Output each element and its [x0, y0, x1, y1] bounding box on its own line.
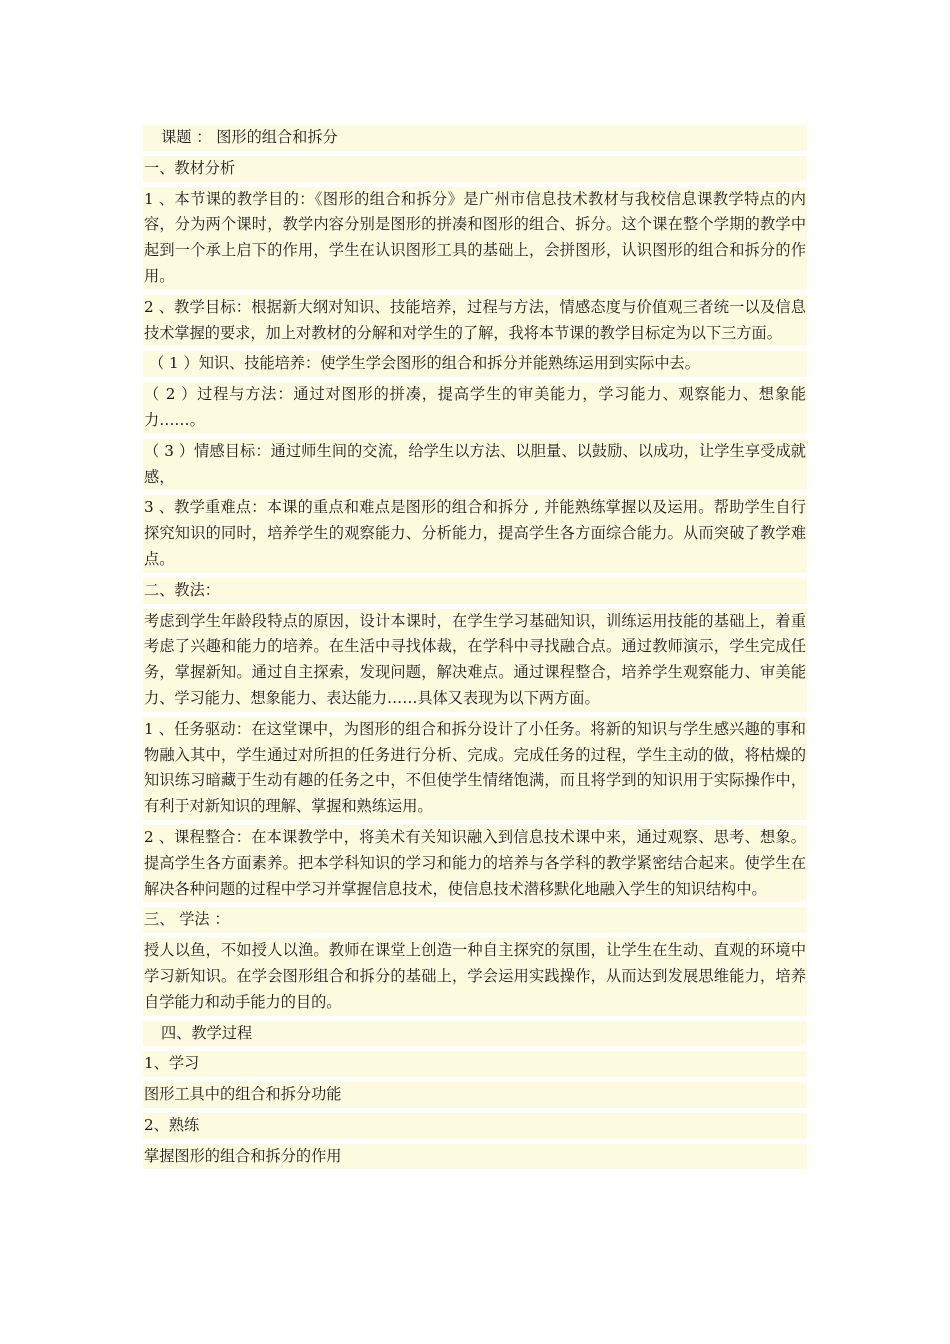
paragraph-step-1-detail: 图形工具中的组合和拆分功能 [143, 1082, 807, 1108]
paragraph-goal-process: （ 2 ）过程与方法：通过对图形的拼凑，提高学生的审美能力，学习能力、观察能力、想象能力……。 [143, 382, 807, 434]
paragraph-method-overview: 考虑到学生年龄段特点的原因，设计本课时，在学生学习基础知识，训练运用技能的基础上，着重考虑了兴趣和能力的培养。在生活中寻找体裁，在学科中寻找融合点。通过教师演示，学生完成任务，掌握新知。通过自主探索，发现问题，解决难点。通过课程整合，培养学生观察能力、审美能力、学习能力、想象能力、表达能力……具体又表现为以下两方面。 [143, 609, 807, 712]
section-heading-teaching-process: 四、教学过程 [143, 1021, 807, 1047]
paragraph-teaching-purpose: 1 、本节课的教学目的：《图形的组合和拆分》是广州市信息技术教材与我校信息课教学特点的内容，分为两个课时，教学内容分别是图形的拼凑和图形的组合、拆分。这个课在整个学期的教学中起到一个承上启下的作用，学生在认识图形工具的基础上，会拼图形，认识图形的组合和拆分的作用。 [143, 187, 807, 290]
paragraph-key-difficulties: 3 、教学重难点：本课的重点和难点是图形的组合和拆分 , 并能熟练掌握以及运用。帮助学生自行探究知识的同时，培养学生的观察能力、分析能力，提高学生各方面综合能力。从而突破了教学难点。 [143, 495, 807, 572]
paragraph-task-driven: 1 、任务驱动：在这堂课中，为图形的组合和拆分设计了小任务。将新的知识与学生感兴趣的事和物融入其中，学生通过对所担的任务进行分析、完成。完成任务的过程，学生主动的做，将枯燥的知识练习暗藏于生动有趣的任务之中，不但使学生情绪饱满，而且将学到的知识用于实际操作中，有利于对新知识的理解、掌握和熟练运用。 [143, 717, 807, 820]
paragraph-step-2: 2、熟练 [143, 1113, 807, 1139]
section-heading-teaching-method: 二、教法： [143, 578, 807, 604]
section-heading-textbook-analysis: 一、教材分析 [143, 156, 807, 182]
paragraph-teaching-goals: 2 、教学目标：根据新大纲对知识、技能培养，过程与方法，情感态度与价值观三者统一以及信息技术掌握的要求，加上对教材的分解和对学生的了解，我将本节课的教学目标定为以下三方面。 [143, 295, 807, 347]
paragraph-goal-emotion: （ 3 ）情感目标：通过师生间的交流，给学生以方法、以胆量、以鼓励、以成功，让学生享受成就感， [143, 439, 807, 491]
paragraph-course-integration: 2 、课程整合：在本课教学中，将美术有关知识融入到信息技术课中来，通过观察、思考、想象。提高学生各方面素养。把本学科知识的学习和能力的培养与各学科的教学紧密结合起来。使学生在解决各种问题的过程中学习并掌握信息技术，使信息技术潜移默化地融入学生的知识结构中。 [143, 825, 807, 902]
paragraph-learning-method: 授人以鱼，不如授人以渔。教师在课堂上创造一种自主探究的氛围，让学生在生动、直观的环境中学习新知识。在学会图形组合和拆分的基础上，学会运用实践操作，从而达到发展思维能力，培养自学能力和动手能力的目的。 [143, 938, 807, 1015]
paragraph-step-2-detail: 掌握图形的组合和拆分的作用 [143, 1144, 807, 1170]
document-body [143, 125, 807, 1174]
document-title: 课题 ： 图形的组合和拆分 [143, 125, 807, 151]
paragraph-step-1: 1、学习 [143, 1051, 807, 1077]
section-heading-learning-method: 三、 学法 ： [143, 907, 807, 933]
paragraph-goal-knowledge: （ 1 ）知识、技能培养：使学生学会图形的组合和拆分并能熟练运用到实际中去。 [143, 351, 807, 377]
